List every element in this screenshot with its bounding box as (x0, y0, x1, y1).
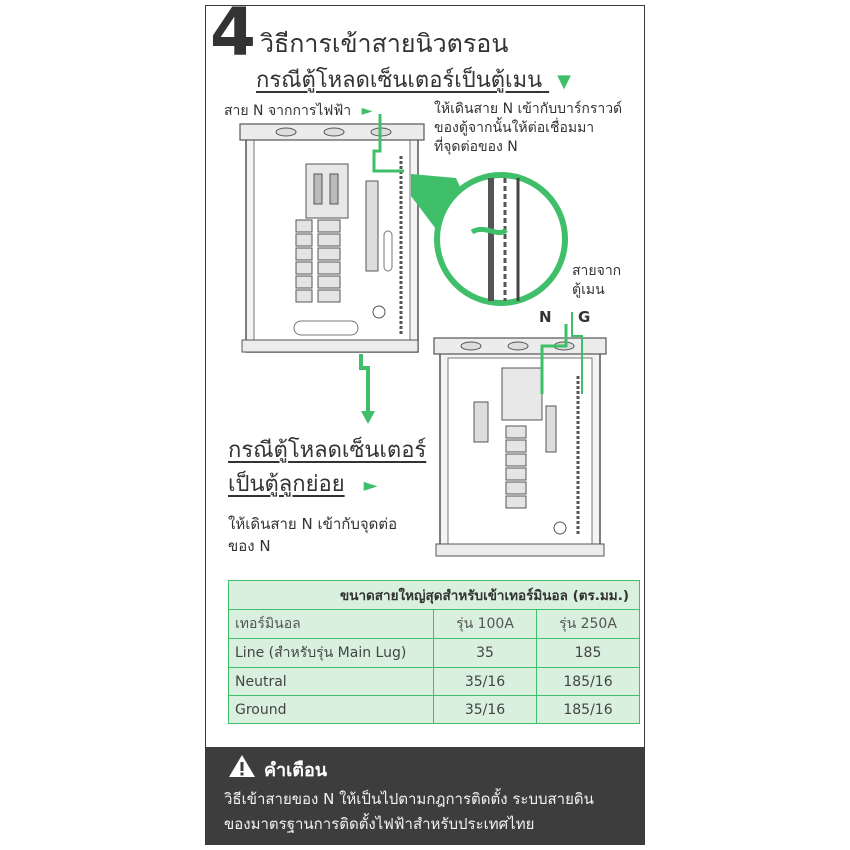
table-cell: Line (สำหรับรุ่น Main Lug) (229, 639, 434, 668)
table-header-cell: รุ่น 100A (434, 610, 537, 639)
instruction-line: ให้เดินสาย N เข้ากับบาร์กราวด์ (434, 101, 623, 117)
table-cell: 35/16 (434, 668, 537, 696)
case-sub-note-line: ให้เดินสาย N เข้ากับจุดต่อ (228, 515, 398, 533)
step-number: 4 (210, 5, 256, 71)
from-main-line: สายจาก (572, 263, 622, 279)
warning-line: ของมาตรฐานการติดตั้งไฟฟ้าสำหรับประเทศไทย (224, 814, 535, 833)
step-title: วิธีการเข้าสายนิวตรอน (260, 29, 509, 58)
table-header-row (229, 610, 640, 639)
wire-size-table (228, 580, 640, 724)
warning-triangle-icon (228, 753, 256, 779)
sub-panel-drawing (434, 312, 606, 556)
case-sub-title-line: เป็นตู้ลูกย่อย (228, 472, 345, 498)
case-sub-note-line: ของ N (228, 536, 271, 555)
warning-box (206, 747, 645, 845)
case-sub-note (228, 514, 397, 558)
table-cell: 185 (537, 639, 640, 668)
label-g: G (578, 308, 591, 326)
table-row (229, 668, 640, 696)
label-n-from-utility-text: สาย N จากการไฟฟ้า (224, 103, 352, 119)
case-sub-title-line: กรณีตู้โหลดเซ็นเตอร์ (228, 438, 427, 463)
warning-text (224, 787, 639, 837)
main-panel-drawing (240, 114, 424, 424)
table-row (229, 639, 640, 668)
table-header-cell: เทอร์มินอล (229, 610, 434, 639)
from-main-line: ตู้เมน (572, 281, 605, 298)
instruction-line: ของตู้จากนั้นให้ต่อเชื่อมมา (434, 119, 595, 136)
table-cell: Neutral (229, 668, 434, 696)
label-n: N (539, 308, 552, 326)
instruction-card (205, 5, 645, 845)
zoom-circle (437, 175, 565, 303)
table-cell: 185/16 (537, 696, 640, 724)
warning-title: คำเตือน (264, 760, 328, 781)
table-cell: 35 (434, 639, 537, 668)
case-main-title-text: กรณีตู้โหลดเซ็นเตอร์เป็นตู้เมน (256, 68, 543, 93)
table-row (229, 696, 640, 724)
warning-line: วิธีเข้าสายของ N ให้เป็นไปตามกฎการติดตั้ง ระบบสายดิน (224, 790, 594, 808)
table-cell: 35/16 (434, 696, 537, 724)
right-triangle-icon: ► (363, 475, 378, 497)
table-cell: Ground (229, 696, 434, 724)
instruction-line: ที่จุดต่อของ N (434, 138, 518, 155)
down-triangle-icon: ▼ (557, 71, 571, 92)
table-cell: 185/16 (537, 668, 640, 696)
table-caption: ขนาดสายใหญ่สุดสำหรับเข้าเทอร์มินอล (ตร.มม.) (229, 581, 640, 610)
right-triangle-icon: ► (361, 103, 373, 119)
case-sub-title (228, 434, 426, 502)
table-header-cell: รุ่น 250A (537, 610, 640, 639)
